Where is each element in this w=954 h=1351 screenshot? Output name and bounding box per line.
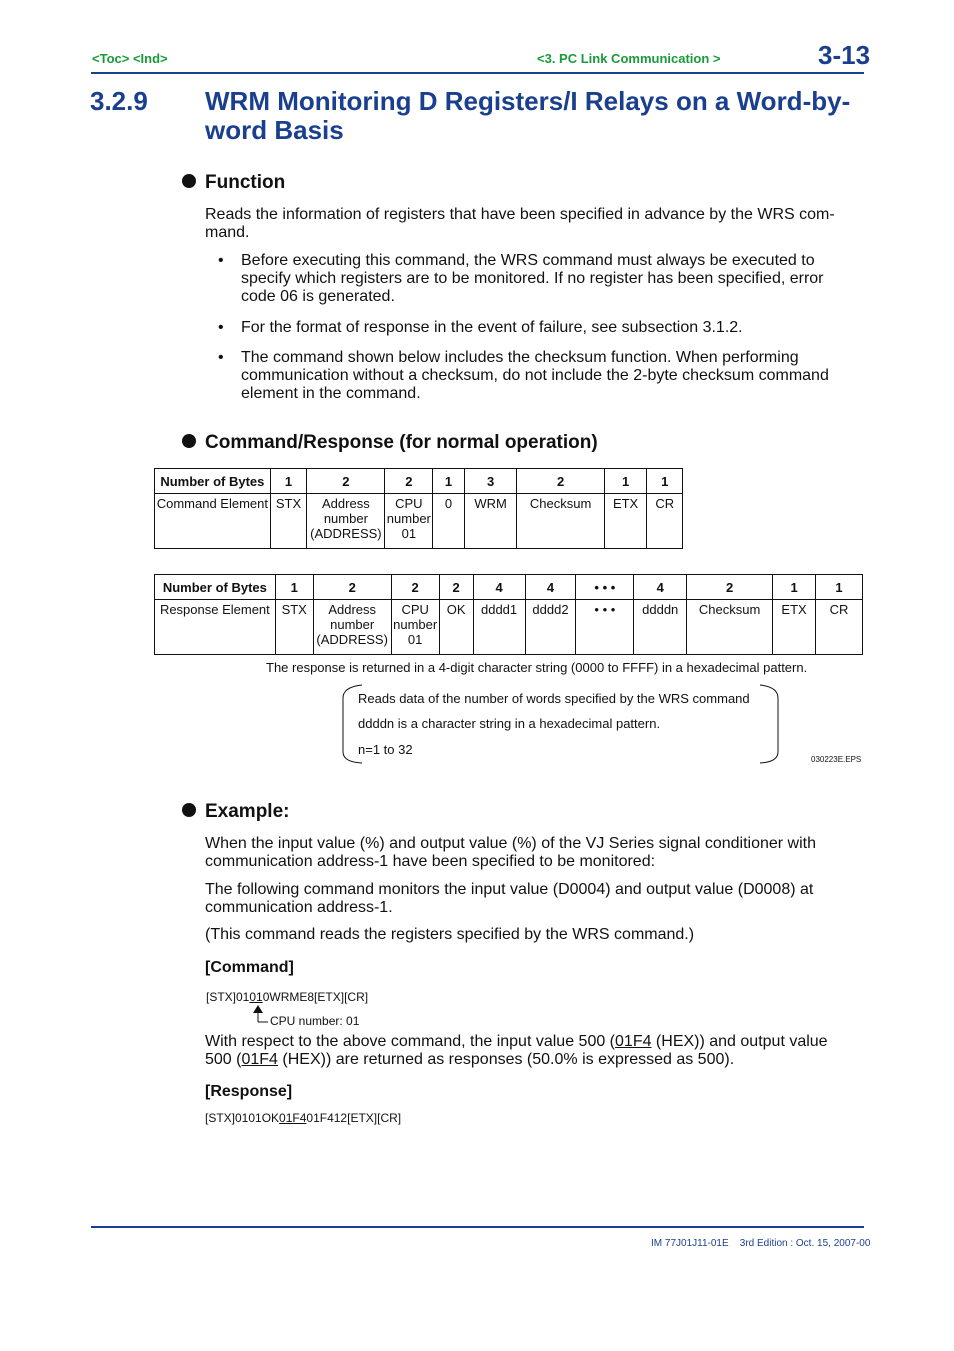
code-part: 0WRME8[ETX][CR] (262, 990, 369, 1004)
table-header-row (155, 469, 683, 494)
table-cell: 0 (433, 494, 464, 549)
code-part: [STX]01 (206, 990, 250, 1004)
section-number: 3.2.9 (90, 86, 148, 116)
bullet-dot-icon (182, 803, 196, 817)
code-underlined-part: 01F4 (279, 1111, 307, 1125)
example-heading-text: Example: (205, 801, 290, 822)
table-cell: WRM (464, 494, 517, 549)
cpu-number-note: CPU number: 01 (270, 1014, 360, 1028)
table-cell: ETX (604, 494, 647, 549)
table-cell: CR (816, 600, 863, 655)
footer (651, 1238, 870, 1249)
table-cell: 3 (464, 469, 517, 494)
table-cell: Checksum (517, 494, 604, 549)
code-underlined-part: 01 (249, 990, 263, 1004)
bracket-line: Reads data of the number of words specified by the WRS command (358, 691, 750, 706)
edition-info: 3rd Edition : Oct. 15, 2007-00 (739, 1238, 871, 1249)
table-cell: • • • (576, 600, 634, 655)
text-part: With respect to the above command, the input value 500 ( (205, 1033, 616, 1050)
footer-divider (91, 1226, 864, 1228)
table-row (155, 494, 683, 549)
table-cell: 1 (433, 469, 464, 494)
table-cell: Command Element (155, 494, 271, 549)
text-part: (HEX)) and output value 500 ( (205, 1033, 828, 1068)
section-heading: WRM Monitoring D Registers/I Relays on a Word-by-word Basis (205, 86, 851, 145)
table-cell: Response Element (155, 600, 276, 655)
text-part: (HEX)) are returned as responses (50.0% is expressed as 500). (277, 1051, 735, 1068)
function-intro: Reads the information of registers that have been specified in advance by the WRS com-mand. (205, 206, 835, 241)
list-item (218, 319, 848, 337)
table-cell: 2 (517, 469, 604, 494)
bullet-text: The command shown below includes the checksum function. When performing communication without a checksum, do not include the 2-byte checksum command element in the command. (241, 349, 829, 402)
list-item (218, 349, 848, 403)
response-label: [Response] (205, 1083, 293, 1100)
chapter-link[interactable]: <3. PC Link Communication > (537, 51, 721, 66)
table-cell: 2 (687, 575, 773, 600)
table-cell: Number of Bytes (155, 469, 271, 494)
table-cell: 1 (773, 575, 816, 600)
bullet-text: Before executing this command, the WRS command must always be executed to specify which registers are to be monitored. If no register has been specified, error code 06 is generated. (241, 252, 824, 305)
code-part: [STX]0101OK (205, 1111, 280, 1125)
table-cell: ddddn (634, 600, 687, 655)
command-response-heading-text: Command/Response (for normal operation) (205, 432, 598, 453)
response-note: The response is returned in a 4-digit character string (0000 to FFFF) in a hexadecimal pattern. (266, 660, 808, 675)
table-cell: 4 (525, 575, 576, 600)
bullet-char: • (218, 319, 224, 336)
bullet-char: • (218, 252, 224, 269)
command-label: [Command] (205, 959, 294, 976)
table-cell: • • • (576, 575, 634, 600)
table-cell: dddd1 (473, 600, 525, 655)
bracket-line: ddddn is a character string in a hexadecimal pattern. (358, 716, 661, 731)
bracket-line: n=1 to 32 (358, 742, 413, 757)
table-cell: CPU number 01 (391, 600, 439, 655)
underlined-value: 01F4 (615, 1033, 652, 1050)
table-cell: 4 (473, 575, 525, 600)
table-cell: Checksum (687, 600, 773, 655)
function-heading (182, 172, 285, 194)
document-id: IM 77J01J11-01E (651, 1238, 729, 1249)
bullet-dot-icon (182, 434, 196, 448)
command-format-table (154, 468, 683, 549)
table-header-row (155, 575, 863, 600)
table-cell: 1 (647, 469, 683, 494)
command-code (206, 990, 368, 1004)
example-paragraph: The following command monitors the input value (D0004) and output value (D0008) at communication address-1. (205, 881, 814, 916)
table-cell: OK (439, 600, 473, 655)
arrow-up-icon (252, 1005, 270, 1025)
response-format-table (154, 574, 863, 655)
bullet-dot-icon (182, 174, 196, 188)
table-cell: 1 (275, 575, 313, 600)
example-paragraph: When the input value (%) and output value (%) of the VJ Series signal conditioner with communication address-1 have been specified to be monitored: (205, 835, 816, 870)
table-cell: Address number (ADDRESS) (307, 494, 385, 549)
page-number: 3-13 (818, 40, 871, 70)
result-paragraph (205, 1033, 850, 1069)
table-cell: 2 (313, 575, 391, 600)
table-cell: 2 (391, 575, 439, 600)
response-code (205, 1111, 401, 1125)
header-divider (91, 72, 864, 74)
figure-id: 030223E.EPS (811, 755, 862, 764)
function-heading-text: Function (205, 172, 286, 193)
table-cell: 1 (604, 469, 647, 494)
table-cell: dddd2 (525, 600, 576, 655)
table-cell: 2 (439, 575, 473, 600)
table-cell: 1 (816, 575, 863, 600)
table-row (155, 600, 863, 655)
table-cell: 1 (270, 469, 307, 494)
example-heading (182, 801, 289, 823)
bullet-text: For the format of response in the event of failure, see subsection 3.1.2. (241, 319, 743, 336)
toc-index-link[interactable]: <Toc> <Ind> (92, 51, 168, 66)
bullet-char: • (218, 349, 224, 366)
command-response-heading (182, 432, 598, 454)
table-cell: 2 (385, 469, 433, 494)
list-item (218, 252, 848, 306)
table-cell: CPU number 01 (385, 494, 433, 549)
table-cell: STX (270, 494, 307, 549)
table-cell: CR (647, 494, 683, 549)
table-cell: ETX (773, 600, 816, 655)
table-cell: STX (275, 600, 313, 655)
table-cell: 2 (307, 469, 385, 494)
table-cell: Address number (ADDRESS) (313, 600, 391, 655)
example-paragraph: (This command reads the registers specified by the WRS command.) (205, 926, 695, 943)
code-part: 01F412[ETX][CR] (306, 1111, 402, 1125)
table-cell: Number of Bytes (155, 575, 276, 600)
table-cell: 4 (634, 575, 687, 600)
underlined-value: 01F4 (241, 1051, 278, 1068)
